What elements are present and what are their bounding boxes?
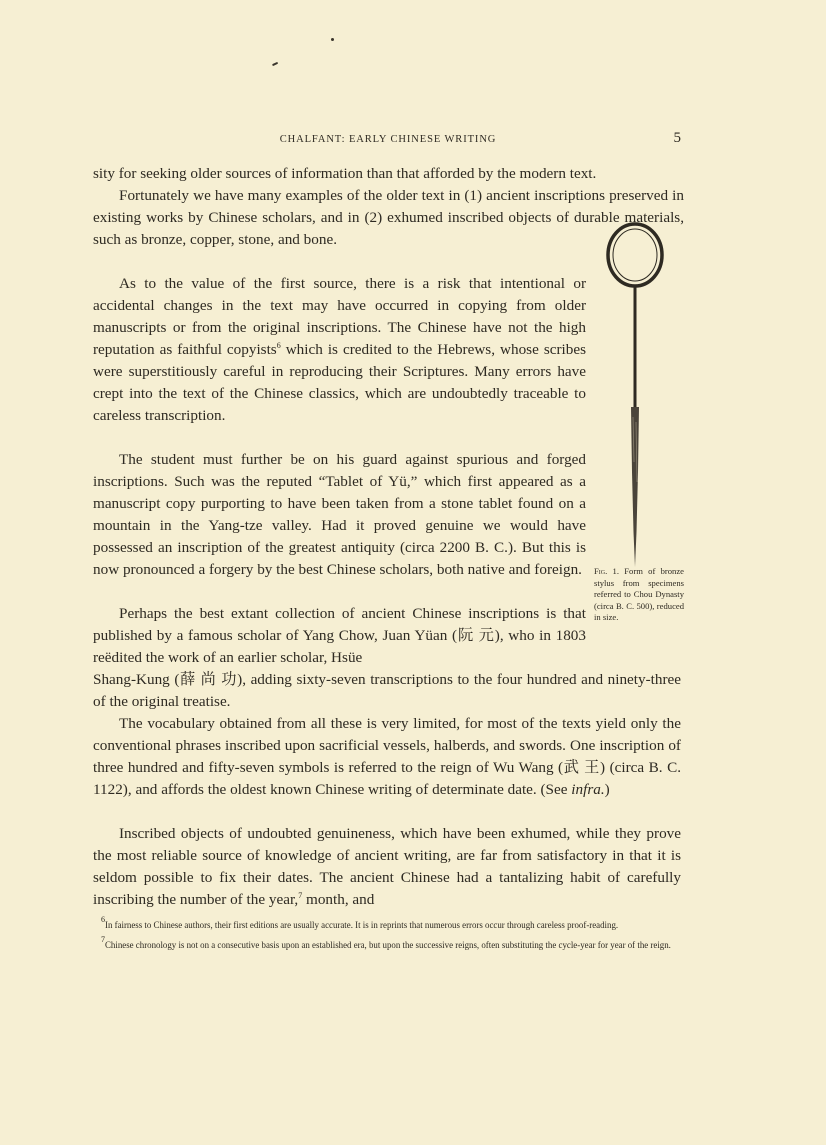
- footnote-number: 6: [101, 915, 105, 924]
- paragraph-text: As to the value of the first source, there is a risk that intentional or accidental changes in the text may have occurred in copying from older manuscripts or from the original inscriptions. The Chinese have not the high reputation as faithful copyists: [93, 275, 586, 358]
- paragraph-text: Inscribed objects of undoubted genuineness, which have been exhumed, while they prove the most reliable source of knowledge of ancient writing, are far from satisfactory in that it is seldom possible to fix their dates. The ancient Chinese had a tantalizing habit of carefully inscribing the number of the year,: [93, 825, 681, 908]
- footnote-number: 7: [101, 934, 105, 944]
- footnote-text: Chinese chronology is not on a consecutive basis upon an established era, but upon the successive reigns, often substituting the cycle-year for year of the reign.: [105, 939, 671, 950]
- paragraph-inscribed-objects: [93, 823, 681, 911]
- figure-caption: [594, 566, 684, 624]
- paragraph-vocabulary: [93, 713, 681, 801]
- paragraph-spurious: The student must further be on his guard against spurious and forged inscriptions. Such was the reputed “Tablet of Yü,” which first appeared as a manuscript copy purporting to have been taken from a stone tablet found on a mountain in the Yang-tze valley. Had it proved genuine we would have possessed an inscription of the greatest antiquity (circa 2200 B. C.). But this is now pronounced a forgery by the best Chinese scholars, both native and foreign.: [93, 451, 586, 578]
- scan-speck: [331, 38, 334, 41]
- footnote-text: In fairness to Chinese authors, their first editions are usually accurate. It is in reprints that numerous errors occur through careless proof-reading.: [105, 920, 619, 930]
- paragraph-text: which is credited to the Hebrews, whose scribes were superstitiously careful in reproducing their Scriptures. Many errors have crept into the text of the Chinese classics, which are undoubtedly traceable to careless transcription.: [93, 341, 586, 424]
- paragraph-text: month, and: [306, 891, 375, 908]
- paragraph-text: Fortunately we have many examples of the older text in (1) ancient inscriptions preserved in existing works by Chinese scholars, and in (2) exhumed inscribed objects of durable materials, such as bronze, copper, stone, and bone.: [93, 187, 684, 248]
- bronze-stylus-figure: [605, 222, 665, 570]
- footnote-ref-6[interactable]: 6: [276, 341, 281, 350]
- footnote-6: [93, 915, 683, 934]
- page-header: [93, 131, 683, 151]
- see-infra[interactable]: infra.: [571, 781, 605, 798]
- paragraph-fortunately: [93, 185, 684, 251]
- footnote-7: [93, 934, 683, 954]
- scan-speck: [272, 62, 278, 66]
- close-paren: ): [604, 781, 610, 798]
- paragraph-best-collection: Perhaps the best extant collection of ancient Chinese inscriptions is that published by a famous scholar of Yang Chow, Juan Yüan (阮 元), who in 1803 reëdited the work of an earlier scholar, Hsüe: [93, 605, 586, 666]
- figure-caption-text: Form of bronze stylus from specimens referred to Chou Dynasty (circa B. C. 500), reduced in size.: [594, 566, 684, 622]
- footnotes: [93, 915, 683, 957]
- paragraph-first-source: [93, 273, 586, 427]
- paragraph-text: The vocabulary obtained from all these is very limited, for most of the texts yield only the conventional phrases inscribed upon sacrificial vessels, halberds, and swords. One inscription of three hundred and fifty-seven symbols is referred to the reign of Wu Wang (武 王) (circa B. C. 1122), and affords the oldest known Chinese writing of determinate date. (See: [93, 715, 681, 798]
- figure-label: Fig. 1.: [594, 566, 619, 576]
- paragraph-shang-kung: Shang-Kung (薛 尚 功), adding sixty-seven transcriptions to the four hundred and ninety-three of the original treatise.: [93, 671, 681, 710]
- running-head: CHALFANT: EARLY CHINESE WRITING: [279, 134, 497, 145]
- page-number: 5: [673, 130, 681, 146]
- footnote-ref-7[interactable]: 7: [298, 891, 303, 900]
- paragraph-continuation: sity for seeking older sources of information than that afforded by the modern text.: [93, 165, 597, 182]
